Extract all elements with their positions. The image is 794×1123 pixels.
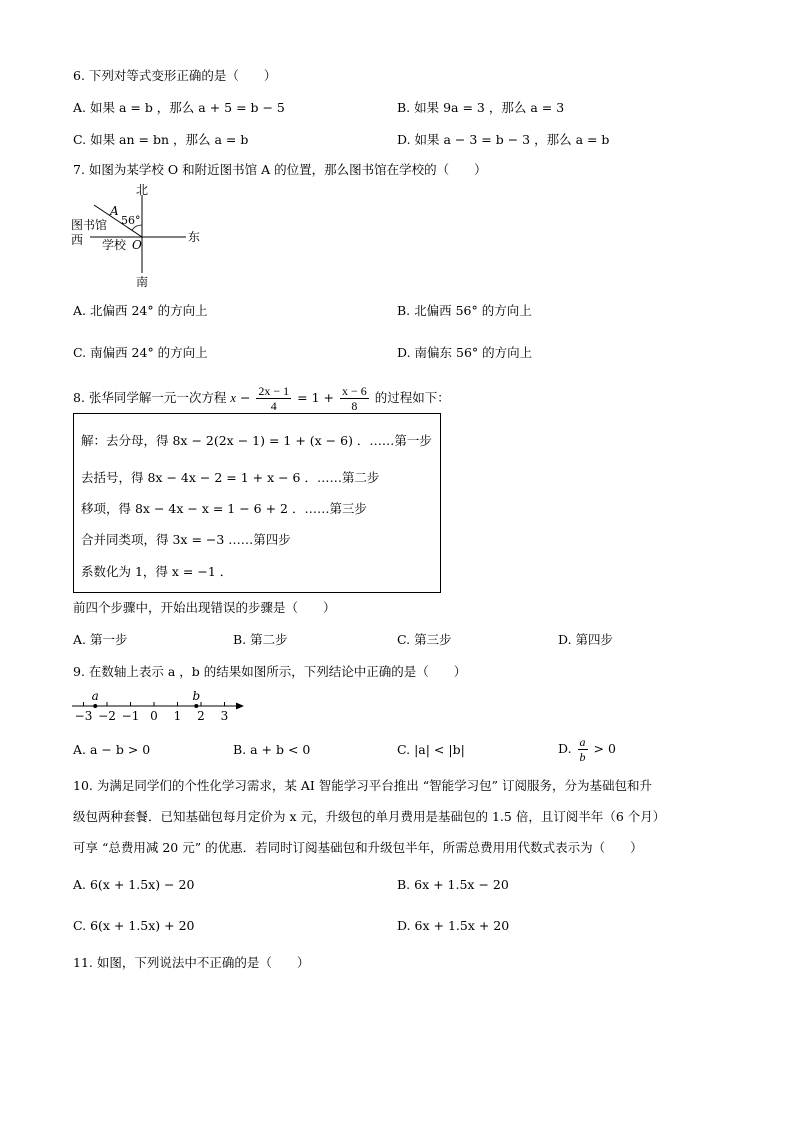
- q8-step-4: 合并同类项，得 3x = −3 ……第四步: [81, 532, 291, 547]
- q10-stem-line-3: 可享 “总费用减 20 元” 的优惠．若同时订阅基础包和升级包半年，所需总费用用代数式表示为（ ）: [73, 840, 643, 855]
- q10-option-c: C. 6(x + 1.5x) + 20: [73, 918, 195, 933]
- q8-option-d: D. 第四步: [558, 632, 614, 647]
- q8-eq-mid: = 1 +: [297, 390, 335, 405]
- label-school: 学校: [102, 238, 127, 252]
- q10-option-b: B. 6x + 1.5x − 20: [397, 877, 509, 892]
- q9-d-denominator: b: [579, 750, 586, 764]
- q10-stem-line-2: 级包两种套餐．已知基础包每月定价为 x 元，升级包的单月费用是基础包的 1.5 倍，且订阅半年（6 个月）: [73, 809, 666, 824]
- q7-option-c: C. 南偏西 24° 的方向上: [73, 345, 208, 360]
- point-a-label: a: [91, 689, 99, 703]
- q8-option-c: C. 第三步: [397, 632, 452, 647]
- point-b-dot: [194, 704, 198, 708]
- q8-fraction-1: [256, 384, 291, 413]
- number-line-tick-label: −3: [74, 709, 93, 723]
- q8-option-a: A. 第一步: [73, 632, 128, 647]
- point-a-dot: [93, 704, 97, 708]
- q8-frac1-denominator: 4: [270, 399, 277, 413]
- point-b-label: b: [192, 689, 201, 703]
- q8-stem-suffix: 的过程如下：: [374, 390, 450, 405]
- q9-stem: 9. 在数轴上表示 a ，b 的结果如图所示，下列结论中正确的是（ ）: [73, 664, 467, 679]
- q9-option-a: A. a − b > 0: [73, 742, 151, 757]
- q7-option-d: D. 南偏东 56° 的方向上: [397, 345, 533, 360]
- label-west: 西: [71, 233, 84, 247]
- number-line-tick-label: 3: [220, 709, 229, 723]
- q8-frac2-denominator: 8: [351, 399, 358, 413]
- q10-stem-line-1: 10. 为满足同学们的个性化学习需求，某 AI 智能学习平台推出 “智能学习包” 订阅服务，分为基础包和升: [73, 778, 652, 793]
- label-north: 北: [136, 183, 149, 197]
- q7-stem: 7. 如图为某学校 O 和附近图书馆 A 的位置，那么图书馆在学校的（ ）: [73, 162, 487, 177]
- number-line-tick-label: −1: [121, 709, 140, 723]
- q6-option-a: A. 如果 a = b ，那么 a + 5 = b − 5: [73, 100, 285, 115]
- q8-frac2-numerator: x − 6: [342, 384, 367, 398]
- number-line-tick-label: 1: [173, 709, 182, 723]
- q9-option-d-fraction: [578, 735, 588, 764]
- q6-option-b: B. 如果 9a = 3 ，那么 a = 3: [397, 100, 565, 115]
- number-line-arrow-icon: [236, 703, 244, 710]
- label-library: 图书馆: [71, 218, 108, 232]
- q8-step-1: 解：去分母，得 8x − 2(2x − 1) = 1 + (x − 6) ．……第一步: [81, 433, 432, 448]
- q8-stem: [73, 383, 450, 413]
- q8-frac1-numerator: 2x − 1: [258, 384, 290, 398]
- q9-option-d: [558, 733, 616, 765]
- q8-question: 前四个步骤中，开始出现错误的步骤是（ ）: [73, 600, 336, 615]
- q8-step-3: 移项，得 8x − 4x − x = 1 − 6 + 2 ．……第三步: [81, 501, 367, 516]
- q8-eq-x: x: [230, 391, 236, 405]
- label-point-a: A: [110, 204, 119, 218]
- number-line-tick-label: 0: [150, 709, 158, 723]
- q8-eq-minus: −: [239, 390, 251, 405]
- q9-option-d-suffix: > 0: [593, 741, 616, 756]
- q7-option-b: B. 北偏西 56° 的方向上: [397, 303, 532, 318]
- q7-direction-figure: [66, 183, 216, 293]
- label-point-o: O: [132, 238, 142, 252]
- q9-option-b: B. a + b < 0: [233, 742, 311, 757]
- number-line-tick-label: −2: [98, 709, 116, 723]
- q9-d-numerator: a: [579, 735, 586, 749]
- q8-option-b: B. 第二步: [233, 632, 288, 647]
- q8-fraction-2: [340, 384, 369, 413]
- q8-step-5: 系数化为 1，得 x = −1 ．: [81, 564, 233, 579]
- q8-stem-prefix: 8. 张华同学解一元一次方程: [73, 390, 227, 405]
- q9-option-d-prefix: D.: [558, 741, 572, 756]
- q8-step-2: 去括号，得 8x − 4x − 2 = 1 + x − 6 ．……第二步: [81, 470, 380, 485]
- label-angle: 56°: [121, 214, 141, 227]
- q7-option-a: A. 北偏西 24° 的方向上: [73, 303, 208, 318]
- q9-number-line: [68, 686, 253, 724]
- number-line-tick-label: 2: [197, 709, 205, 723]
- q6-stem: 6. 下列对等式变形正确的是（ ）: [73, 68, 277, 83]
- q6-option-d: D. 如果 a − 3 = b − 3 ，那么 a = b: [397, 132, 610, 147]
- q9-option-c: C. |a| < |b|: [397, 742, 465, 757]
- label-east: 东: [188, 230, 201, 244]
- q11-stem: 11. 如图，下列说法中不正确的是（ ）: [73, 955, 310, 970]
- number-line-ticks: [75, 702, 229, 723]
- label-south: 南: [136, 275, 149, 289]
- q10-option-d: D. 6x + 1.5x + 20: [397, 918, 510, 933]
- q6-option-c: C. 如果 an = bn ，那么 a = b: [73, 132, 249, 147]
- q10-option-a: A. 6(x + 1.5x) − 20: [73, 877, 195, 892]
